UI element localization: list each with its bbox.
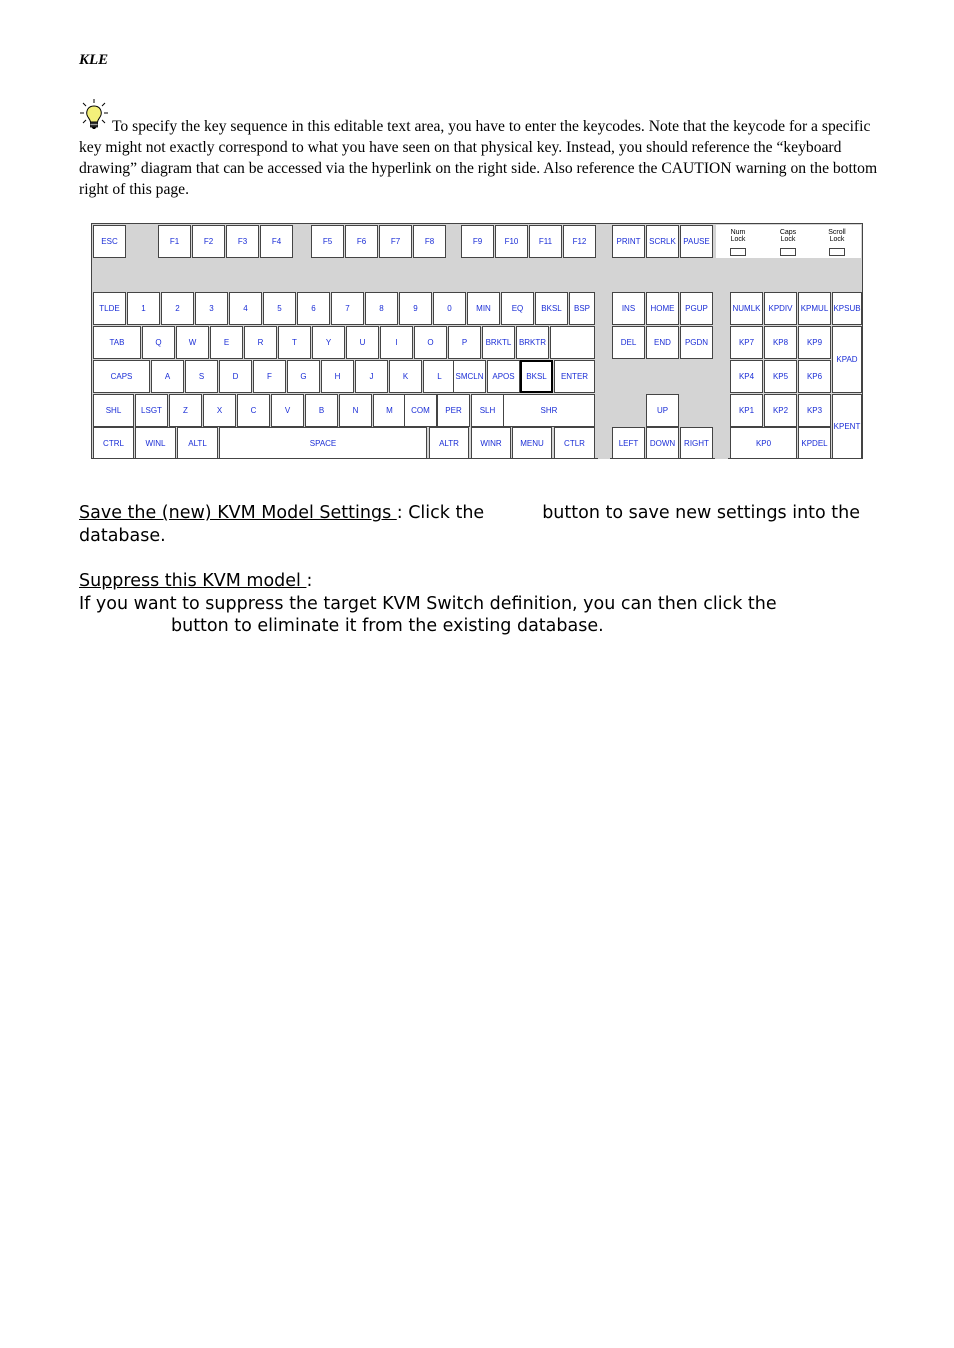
section-heading: KLE	[79, 52, 109, 68]
lamp-indicator-0	[730, 248, 746, 256]
keyboard-diagram	[91, 223, 863, 459]
key-kp3[interactable]: KP3	[798, 394, 831, 427]
key-menu[interactable]: MENU	[512, 427, 552, 459]
key-kpdiv[interactable]: KPDIV	[764, 292, 797, 325]
keyboard-separator	[598, 292, 610, 459]
key-m[interactable]: M	[373, 394, 406, 427]
key-f5[interactable]: F5	[311, 225, 344, 258]
key-lsgt[interactable]: LSGT	[135, 394, 168, 427]
key-n[interactable]: N	[339, 394, 372, 427]
suppress-line-2: button to eliminate it from the existing database.	[171, 616, 604, 636]
key-h[interactable]: H	[321, 360, 354, 393]
key-f11[interactable]: F11	[529, 225, 562, 258]
key-u[interactable]: U	[346, 326, 379, 359]
key-kpdel[interactable]: KPDEL	[798, 427, 831, 459]
key-r[interactable]: R	[244, 326, 277, 359]
key-f3[interactable]: F3	[226, 225, 259, 258]
key-scrlk[interactable]: SCRLK	[646, 225, 679, 258]
key-w[interactable]: W	[176, 326, 209, 359]
key-t[interactable]: T	[278, 326, 311, 359]
suppress-model-link[interactable]: Suppress this KVM model	[79, 571, 307, 591]
key-x[interactable]: X	[203, 394, 236, 427]
key-f[interactable]: F	[253, 360, 286, 393]
tip-text-end: warning on the bottom right of this page.	[79, 160, 878, 198]
key-right[interactable]: RIGHT	[680, 427, 713, 459]
save-paragraph	[79, 502, 889, 547]
key-shl[interactable]: SHL	[93, 394, 134, 427]
key-space[interactable]: SPACE	[219, 427, 427, 459]
key-k[interactable]: K	[389, 360, 422, 393]
lamp-indicator-1	[780, 248, 796, 256]
lamp-label-1: Caps Lock	[779, 229, 797, 243]
key-b[interactable]: B	[305, 394, 338, 427]
key-q[interactable]: Q	[142, 326, 175, 359]
suppress-paragraph	[79, 570, 889, 638]
key-up[interactable]: UP	[646, 394, 679, 427]
key-kp1[interactable]: KP1	[730, 394, 763, 427]
lamp-label-2: Scroll Lock	[828, 229, 846, 243]
save-settings-link[interactable]: Save the (new) KVM Model Settings	[79, 503, 397, 523]
key-f10[interactable]: F10	[495, 225, 528, 258]
key-brktr[interactable]: BRKTR	[516, 326, 549, 359]
key-pgdn[interactable]: PGDN	[680, 326, 713, 359]
key-c[interactable]: C	[237, 394, 270, 427]
key-apos[interactable]: APOS	[487, 360, 520, 393]
keyboard-separator	[296, 225, 309, 258]
key-f7[interactable]: F7	[379, 225, 412, 258]
key-8[interactable]: 8	[365, 292, 398, 325]
key-i[interactable]: I	[380, 326, 413, 359]
suppress-colon: :	[306, 571, 313, 591]
key-caps[interactable]: CAPS	[93, 360, 150, 393]
tip-text: To specify the key sequence in this editable text area, you have to enter the keycodes. Note that the keycode for a specific key might not exactly correspond to what you have seen on that physical key. Instead, you should reference the “keyboard drawing” diagram that can be accessed via the hyperlink on the right side. Also reference the	[79, 118, 871, 177]
key-y[interactable]: Y	[312, 326, 345, 359]
keyboard-separator	[448, 225, 459, 258]
key-ctlr[interactable]: CTLR	[554, 427, 595, 459]
suppress-line-1: If you want to suppress the target KVM Switch definition, you can then click the	[79, 593, 777, 614]
keyboard-separator	[715, 292, 728, 459]
key-eq[interactable]: EQ	[501, 292, 534, 325]
key-kpmul[interactable]: KPMUL	[798, 292, 831, 325]
key-down[interactable]: DOWN	[646, 427, 679, 459]
key-1[interactable]: 1	[127, 292, 160, 325]
key-s[interactable]: S	[185, 360, 218, 393]
tip-note	[79, 98, 884, 200]
key-pause[interactable]: PAUSE	[680, 225, 713, 258]
key-6[interactable]: 6	[297, 292, 330, 325]
save-text-a: : Click the	[396, 503, 485, 523]
key-enter-upper[interactable]	[550, 326, 595, 359]
key-brktl[interactable]: BRKTL	[482, 326, 515, 359]
key-j[interactable]: J	[355, 360, 388, 393]
key-f4[interactable]: F4	[260, 225, 293, 258]
key-kpad[interactable]: KPAD	[832, 326, 862, 393]
key-winr[interactable]: WINR	[471, 427, 511, 459]
key-f6[interactable]: F6	[345, 225, 378, 258]
key-f9[interactable]: F9	[461, 225, 494, 258]
key-bksl[interactable]: BKSL	[535, 292, 568, 325]
key-bksl[interactable]: BKSL	[520, 360, 553, 393]
key-home[interactable]: HOME	[646, 292, 679, 325]
key-3[interactable]: 3	[195, 292, 228, 325]
key-l[interactable]: L	[423, 360, 456, 393]
key-slh[interactable]: SLH	[471, 394, 504, 427]
key-kp8[interactable]: KP8	[764, 326, 797, 359]
key-e[interactable]: E	[210, 326, 243, 359]
key-kp7[interactable]: KP7	[730, 326, 763, 359]
key-ctrl[interactable]: CTRL	[93, 427, 134, 459]
key-kp9[interactable]: KP9	[798, 326, 831, 359]
lamp-label-0: Num Lock	[730, 229, 746, 243]
key-v[interactable]: V	[271, 394, 304, 427]
key-kp6[interactable]: KP6	[798, 360, 831, 393]
key-esc[interactable]: ESC	[93, 225, 126, 258]
key-d[interactable]: D	[219, 360, 252, 393]
key-f2[interactable]: F2	[192, 225, 225, 258]
key-f12[interactable]: F12	[563, 225, 596, 258]
key-bsp[interactable]: BSP	[569, 292, 595, 325]
key-altr[interactable]: ALTR	[429, 427, 469, 459]
key-kp5[interactable]: KP5	[764, 360, 797, 393]
key-per[interactable]: PER	[437, 394, 470, 427]
key-z[interactable]: Z	[169, 394, 202, 427]
key-tab[interactable]: TAB	[93, 326, 141, 359]
save-text-b: button to save new settings into the database.	[79, 503, 861, 546]
keyboard-separator	[598, 225, 610, 258]
key-smcln[interactable]: SMCLN	[453, 360, 486, 393]
key-4[interactable]: 4	[229, 292, 262, 325]
key-min[interactable]: MIN	[467, 292, 500, 325]
key-2[interactable]: 2	[161, 292, 194, 325]
key-kp2[interactable]: KP2	[764, 394, 797, 427]
lightbulb-icon	[79, 98, 109, 134]
key-altl[interactable]: ALTL	[177, 427, 218, 459]
key-kpsub[interactable]: KPSUB	[832, 292, 862, 325]
key-com[interactable]: COM	[404, 394, 437, 427]
key-print[interactable]: PRINT	[612, 225, 645, 258]
key-left[interactable]: LEFT	[612, 427, 645, 459]
key-o[interactable]: O	[414, 326, 447, 359]
key-5[interactable]: 5	[263, 292, 296, 325]
key-ins[interactable]: INS	[612, 292, 645, 325]
key-numlk[interactable]: NUMLK	[730, 292, 763, 325]
key-kp4[interactable]: KP4	[730, 360, 763, 393]
key-tlde[interactable]: TLDE	[93, 292, 126, 325]
key-kp0[interactable]: KP0	[730, 427, 797, 459]
key-p[interactable]: P	[448, 326, 481, 359]
key-kpent[interactable]: KPENT	[832, 394, 862, 459]
caution-label: CAUTION	[661, 160, 732, 177]
key-0[interactable]: 0	[433, 292, 466, 325]
key-end[interactable]: END	[646, 326, 679, 359]
key-f8[interactable]: F8	[413, 225, 446, 258]
key-pgup[interactable]: PGUP	[680, 292, 713, 325]
key-9[interactable]: 9	[399, 292, 432, 325]
lamp-indicator-2	[829, 248, 845, 256]
key-g[interactable]: G	[287, 360, 320, 393]
key-del[interactable]: DEL	[612, 326, 645, 359]
keyboard-separator	[130, 225, 156, 258]
key-shr[interactable]: SHR	[503, 394, 595, 427]
key-winl[interactable]: WINL	[135, 427, 176, 459]
key-a[interactable]: A	[151, 360, 184, 393]
key-f1[interactable]: F1	[158, 225, 191, 258]
key-7[interactable]: 7	[331, 292, 364, 325]
key-enter[interactable]: ENTER	[554, 360, 595, 393]
